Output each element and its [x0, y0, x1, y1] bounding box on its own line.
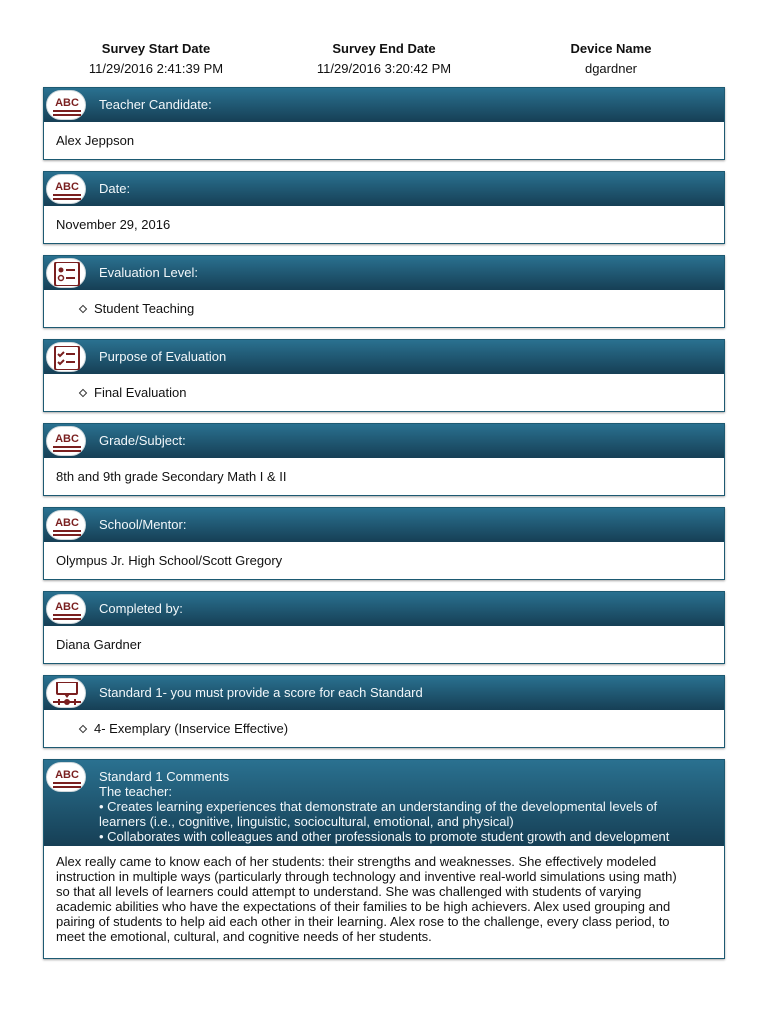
selected-option: Student Teaching: [56, 301, 712, 316]
icon-label: ABC: [55, 433, 79, 445]
card-header: [44, 592, 724, 626]
card-value: 8th and 9th grade Secondary Math I & II: [56, 469, 287, 484]
comment-line: pairing of students to help aid each other in their learning. Alex rose to the challenge, every class period, to: [56, 914, 670, 929]
card-subtitle-line: • Collaborates with colleagues and other professionals to promote student growth and development: [99, 829, 670, 844]
card-subtitle-line: The teacher:: [99, 784, 172, 799]
card-date: [43, 171, 725, 244]
card-header: [44, 172, 724, 206]
card-title: Standard 1- you must provide a score for each Standard: [99, 685, 423, 700]
card-grade-subject: [43, 423, 725, 496]
card-title: Date:: [99, 181, 131, 196]
survey-meta: [0, 40, 768, 80]
card-header: [44, 760, 724, 846]
card-standard-1-comments: [43, 759, 725, 959]
card-header: [44, 256, 724, 290]
card-subtitle-line: • Creates learning experiences that demonstrate an understanding of the developmental levels of: [99, 799, 658, 814]
icon-label: ABC: [55, 97, 79, 109]
device-name: [511, 40, 711, 77]
card-value: [44, 290, 724, 327]
icon-label: ABC: [55, 181, 79, 193]
device-name-value: dgardner: [584, 61, 638, 76]
comment-line: so that all levels of learners could attempt to understand. She was challenged with students of varying: [56, 884, 642, 899]
card-header: [44, 424, 724, 458]
card-value: Alex Jeppson: [56, 133, 135, 148]
comment-line: meet the emotional, cultural, and cognitive needs of her students.: [56, 929, 432, 944]
card-value: Olympus Jr. High School/Scott Gregory: [56, 553, 283, 568]
card-subtitle-line: learners (i.e., cognitive, linguistic, sociocultural, emotional, and physical): [99, 814, 514, 829]
card-header: [44, 508, 724, 542]
selected-option: 4- Exemplary (Inservice Effective): [56, 721, 712, 736]
icon-label: ABC: [55, 769, 79, 781]
card-title: Standard 1 Comments: [99, 769, 230, 784]
survey-end-value: 11/29/2016 3:20:42 PM: [316, 61, 452, 76]
abc-text-icon: [46, 174, 86, 204]
abc-text-icon: [46, 762, 86, 792]
checklist-icon: [46, 342, 86, 372]
card-completed-by: [43, 591, 725, 664]
slider-scale-icon: [46, 678, 86, 708]
radio-list-icon: [46, 258, 86, 288]
comment-line: academic abilities who have the expectations of their families to be high achievers. Alex used grouping and: [56, 899, 671, 914]
card-standard-1: [43, 675, 725, 748]
card-title: School/Mentor:: [99, 517, 187, 532]
card-title: Evaluation Level:: [99, 265, 199, 280]
card-value: [44, 846, 724, 958]
card-title: Teacher Candidate:: [99, 97, 212, 112]
selected-option: Final Evaluation: [56, 385, 712, 400]
device-name-label: Device Name: [570, 41, 652, 56]
card-teacher-candidate: [43, 87, 725, 160]
card-value: Diana Gardner: [56, 637, 142, 652]
icon-label: ABC: [55, 601, 79, 613]
icon-label: ABC: [55, 517, 79, 529]
card-header: [44, 88, 724, 122]
abc-text-icon: [46, 426, 86, 456]
abc-text-icon: [46, 510, 86, 540]
comment-line: Alex really came to know each of her students: their strengths and weaknesses. She effectively modeled: [56, 854, 657, 869]
card-header: [44, 340, 724, 374]
card-value: [44, 374, 724, 411]
survey-start-label: Survey Start Date: [101, 41, 211, 56]
card-purpose-of-evaluation: [43, 339, 725, 412]
card-header: [44, 676, 724, 710]
card-title: Grade/Subject:: [99, 433, 186, 448]
survey-start-value: 11/29/2016 2:41:39 PM: [88, 61, 224, 76]
survey-start-date: [56, 40, 256, 77]
survey-end-date: [284, 40, 484, 77]
card-evaluation-level: [43, 255, 725, 328]
card-school-mentor: [43, 507, 725, 580]
comment-line: instruction in multiple ways (particularly through technology and inventive real-world simulations using math): [56, 869, 677, 884]
card-value: November 29, 2016: [56, 217, 171, 232]
abc-text-icon: [46, 90, 86, 120]
card-value: [44, 710, 724, 747]
abc-text-icon: [46, 594, 86, 624]
card-title: Purpose of Evaluation: [99, 349, 227, 364]
card-title: Completed by:: [99, 601, 183, 616]
survey-end-label: Survey End Date: [332, 41, 436, 56]
